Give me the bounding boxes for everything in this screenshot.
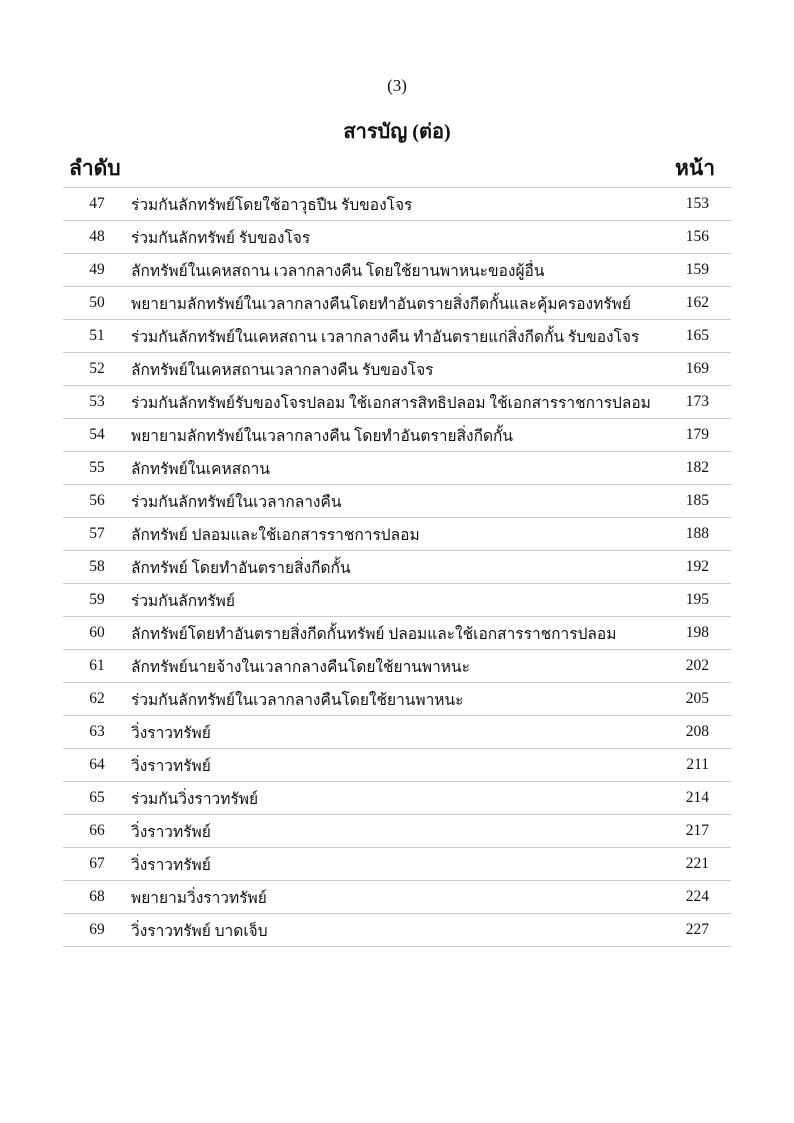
toc-row-title: ร่วมกันลักทรัพย์โดยใช้อาวุธปืน รับของโจร [131, 196, 413, 214]
toc-row [63, 254, 731, 287]
toc-row-number: 57 [89, 525, 105, 542]
page-column-header: หน้า [675, 156, 715, 180]
toc-row [63, 848, 731, 881]
toc-row-page: 162 [685, 294, 709, 311]
toc-row-page: 224 [685, 888, 709, 905]
toc-row-page: 217 [685, 822, 709, 839]
toc-row-title: วิ่งราวทรัพย์ [131, 724, 211, 742]
toc-row-number: 64 [89, 756, 105, 773]
toc-row-page: 159 [685, 261, 709, 278]
toc-row-title: ลักทรัพย์ในเคหสถานเวลากลางคืน รับของโจร [131, 361, 434, 379]
toc-row-number: 66 [89, 822, 105, 839]
toc-row [63, 353, 731, 386]
toc-row [63, 914, 731, 947]
toc-row-number: 59 [89, 591, 105, 608]
toc-row-page: 169 [685, 360, 709, 377]
toc-row-page: 214 [685, 789, 709, 806]
toc-row-page: 227 [685, 921, 709, 938]
toc-row-title: ลักทรัพย์โดยทำอันตรายสิ่งกีดกั้นทรัพย์ ปลอมและใช้เอกสารราชการปลอม [131, 625, 617, 643]
toc-row-number: 56 [89, 492, 105, 509]
toc-row-number: 55 [89, 459, 105, 476]
toc-row-title: วิ่งราวทรัพย์ [131, 823, 211, 841]
page-title: สารบัญ (ต่อ) [343, 121, 451, 143]
toc-row-page: 188 [685, 525, 709, 542]
toc-row [63, 683, 731, 716]
toc-row-number: 54 [89, 426, 105, 443]
toc-row [63, 782, 731, 815]
toc-row-title: พยายามลักทรัพย์ในเวลากลางคืนโดยทำอันตรายสิ่งกีดกั้นและคุ้มครองทรัพย์ [131, 295, 631, 313]
toc-row-title: ร่วมกันลักทรัพย์ [131, 592, 235, 610]
toc-row-title: วิ่งราวทรัพย์ [131, 856, 211, 874]
toc-row-page: 221 [685, 855, 709, 872]
toc-row [63, 452, 731, 485]
toc-row-title: ร่วมกันวิ่งราวทรัพย์ [131, 790, 259, 808]
toc-row [63, 617, 731, 650]
order-column-header: ลำดับ [69, 156, 121, 180]
toc-row-page: 205 [685, 690, 709, 707]
toc-row-title: ลักทรัพย์ ปลอมและใช้เอกสารราชการปลอม [131, 526, 420, 544]
toc-row-page: 182 [685, 459, 709, 476]
toc-row-title: ร่วมกันลักทรัพย์ รับของโจร [131, 229, 311, 247]
toc-rows [63, 188, 731, 947]
toc-row-number: 49 [89, 261, 105, 278]
toc-row [63, 221, 731, 254]
toc-row-title: ลักทรัพย์ โดยทำอันตรายสิ่งกีดกั้น [131, 559, 351, 577]
toc-row [63, 287, 731, 320]
toc-row-page: 198 [685, 624, 709, 641]
toc-row-title: วิ่งราวทรัพย์ บาดเจ็บ [131, 922, 268, 940]
toc-row [63, 716, 731, 749]
toc-row-number: 58 [89, 558, 105, 575]
toc-row [63, 518, 731, 551]
toc-row-number: 50 [89, 294, 105, 311]
toc-row-number: 47 [89, 195, 105, 212]
toc-row-number: 65 [89, 789, 105, 806]
toc-row-page: 202 [685, 657, 709, 674]
toc-row-title: ลักทรัพย์ในเคหสถาน เวลากลางคืน โดยใช้ยานพาหนะของผู้อื่น [131, 262, 545, 280]
toc-row-number: 62 [89, 690, 105, 707]
toc-row-number: 48 [89, 228, 105, 245]
toc-row [63, 419, 731, 452]
toc-row-page: 211 [686, 756, 709, 773]
toc-row [63, 650, 731, 683]
table-of-contents [63, 150, 731, 947]
toc-row-title: ร่วมกันลักทรัพย์ในเคหสถาน เวลากลางคืน ทำอันตรายแก่สิ่งกีดกั้น รับของโจร [131, 328, 640, 346]
page-number: (3) [387, 76, 407, 95]
toc-row-page: 173 [685, 393, 709, 410]
toc-row [63, 485, 731, 518]
toc-row-page: 195 [685, 591, 709, 608]
toc-row-number: 68 [89, 888, 105, 905]
toc-row [63, 551, 731, 584]
toc-row [63, 320, 731, 353]
toc-row-number: 60 [89, 624, 105, 641]
toc-row-page: 179 [685, 426, 709, 443]
toc-header [63, 150, 731, 188]
toc-row [63, 188, 731, 221]
toc-row-title: ลักทรัพย์ในเคหสถาน [131, 460, 270, 478]
toc-row-title: ร่วมกันลักทรัพย์ในเวลากลางคืนโดยใช้ยานพาหนะ [131, 691, 464, 709]
toc-row-number: 67 [89, 855, 105, 872]
toc-row-number: 63 [89, 723, 105, 740]
toc-row-page: 192 [685, 558, 709, 575]
toc-row [63, 749, 731, 782]
toc-row-number: 61 [89, 657, 105, 674]
toc-row-page: 156 [685, 228, 709, 245]
toc-row [63, 584, 731, 617]
toc-row-page: 185 [685, 492, 709, 509]
toc-row-title: พยายามวิ่งราวทรัพย์ [131, 889, 267, 907]
toc-row-title: ร่วมกันลักทรัพย์ในเวลากลางคืน [131, 493, 342, 511]
toc-row-page: 208 [685, 723, 709, 740]
toc-row-page: 153 [685, 195, 709, 212]
toc-row-number: 69 [89, 921, 105, 938]
toc-row-number: 51 [89, 327, 105, 344]
toc-row-title: วิ่งราวทรัพย์ [131, 757, 211, 775]
toc-row [63, 386, 731, 419]
toc-row-title: ลักทรัพย์นายจ้างในเวลากลางคืนโดยใช้ยานพาหนะ [131, 658, 470, 676]
toc-row-title: ร่วมกันลักทรัพย์รับของโจรปลอม ใช้เอกสารสิทธิปลอม ใช้เอกสารราชการปลอม [131, 394, 651, 412]
toc-row-title: พยายามลักทรัพย์ในเวลากลางคืน โดยทำอันตรายสิ่งกีดกั้น [131, 427, 514, 445]
toc-row-number: 53 [89, 393, 105, 410]
toc-row-number: 52 [89, 360, 105, 377]
toc-row [63, 881, 731, 914]
toc-row-page: 165 [685, 327, 709, 344]
toc-row [63, 815, 731, 848]
